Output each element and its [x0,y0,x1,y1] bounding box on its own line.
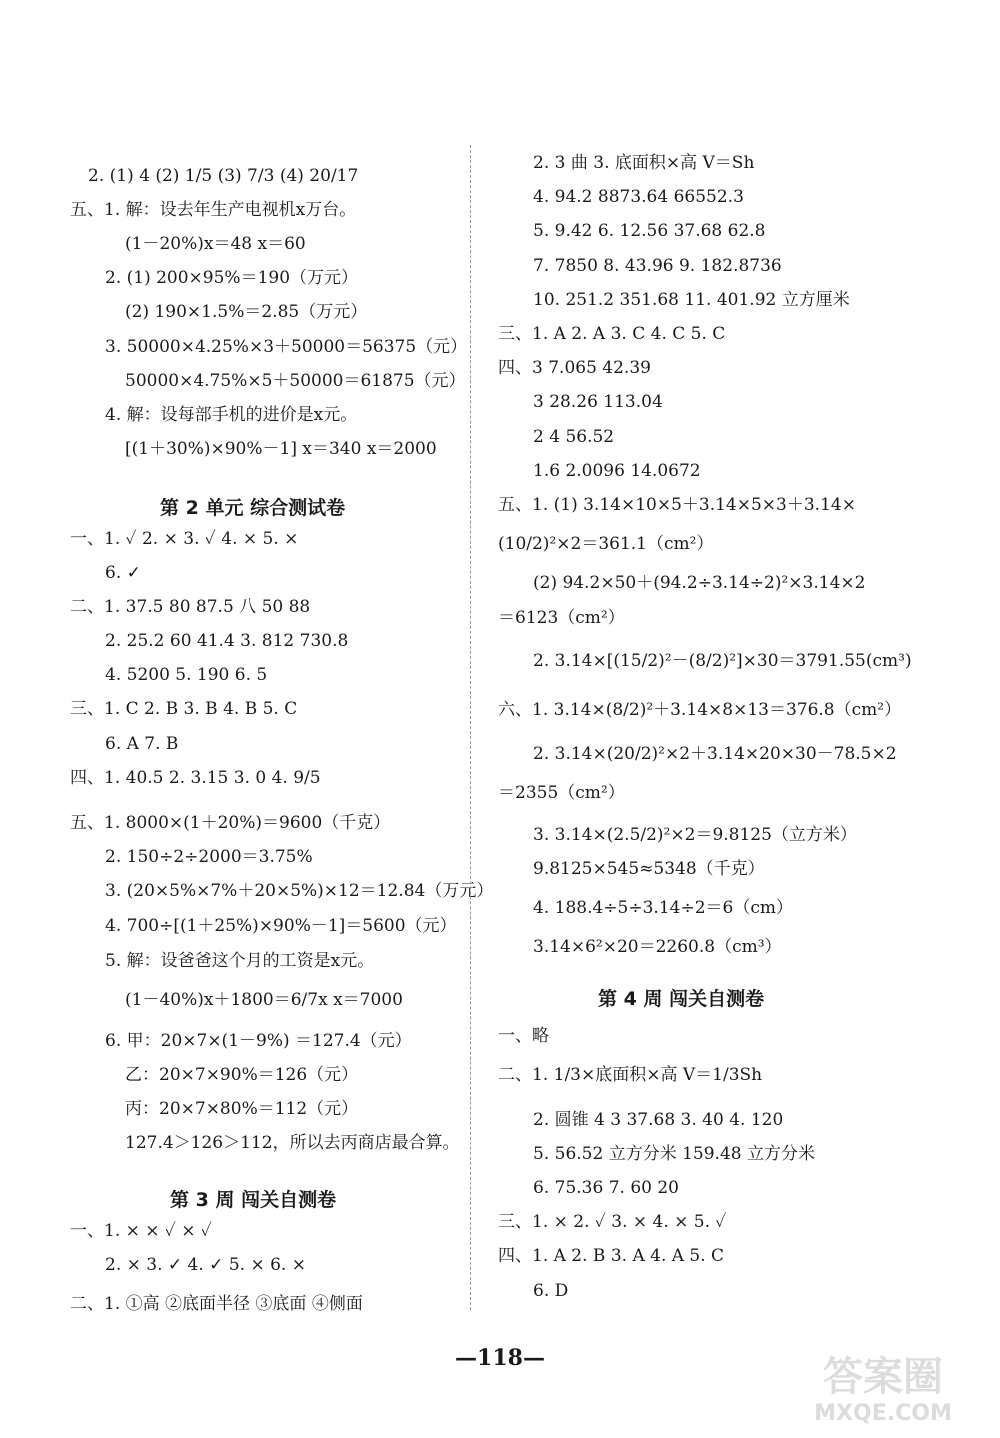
left-answer-line: 二、1. ①高 ②底面半径 ③底面 ④侧面 [70,1294,363,1314]
right-answer-line: 1.6 2.0096 14.0672 [533,461,701,481]
column-divider [470,145,471,1310]
section-heading: 第 3 周 闯关自测卷 [170,1189,337,1211]
right-answer-line: 三、1. A 2. A 3. C 4. C 5. C [498,324,726,344]
left-answer-line: (2) 190×1.5%＝2.85（万元） [125,302,368,322]
right-answer-line: ＝6123（cm²） [498,608,625,628]
watermark-logo [788,1344,978,1426]
right-answer-line: 7. 7850 8. 43.96 9. 182.8736 [533,256,782,276]
right-answer-line: 2. 3 曲 3. 底面积×高 V＝Sh [533,153,755,173]
left-answer-line: 2. 25.2 60 41.4 3. 812 730.8 [105,631,349,651]
right-answer-line: 10. 251.2 351.68 11. 401.92 立方厘米 [533,290,850,310]
left-answer-line: 127.4＞126＞112，所以去丙商店最合算。 [125,1133,460,1153]
right-answer-line: 5. 9.42 6. 12.56 37.68 62.8 [533,221,766,241]
left-answer-line: 4. 解：设每部手机的进价是x元。 [105,405,358,425]
right-answer-line: 三、1. × 2. ✓ 3. × 4. × 5. ✓ [498,1212,727,1232]
svg-text:MXQE.COM: MXQE.COM [814,1401,952,1426]
right-answer-line: 二、1. 1/3×底面积×高 V＝1/3Sh [498,1065,763,1085]
left-answer-line: 6. 甲：20×7×(1－9%) ＝127.4（元） [105,1031,412,1051]
left-answer-line: 6. A 7. B [105,734,179,754]
right-answer-line: 3 28.26 113.04 [533,392,663,412]
right-answer-line: 2. 圆锥 4 3 37.68 3. 40 4. 120 [533,1110,784,1130]
left-answer-line: 2. × 3. ✓ 4. ✓ 5. × 6. × [105,1255,306,1275]
left-answer-line: 三、1. C 2. B 3. B 4. B 5. C [70,699,298,719]
right-answer-line: 4. 94.2 8873.64 66552.3 [533,187,744,207]
right-answer-line: ＝2355（cm²） [498,783,625,803]
svg-text:答案圈: 答案圈 [823,1354,943,1400]
left-answer-line: (1－40%)x＋1800＝6/7x x＝7000 [125,990,403,1010]
left-answer-line: 五、1. 8000×(1＋20%)＝9600（千克） [70,813,391,833]
left-answer-line: 50000×4.75%×5＋50000＝61875（元） [125,371,466,391]
left-answer-line: 2. (1) 4 (2) 1/5 (3) 7/3 (4) 20/17 [88,166,359,186]
right-answer-line: 四、3 7.065 42.39 [498,358,651,378]
section-heading: 第 2 单元 综合测试卷 [160,497,346,519]
left-answer-line: 四、1. 40.5 2. 3.15 3. 0 4. 9/5 [70,768,321,788]
page-number: —118— [455,1345,545,1371]
right-answer-line: 5. 56.52 立方分米 159.48 立方分米 [533,1144,815,1164]
left-answer-line: 五、1. 解：设去年生产电视机x万台。 [70,200,357,220]
right-answer-line: 五、1. (1) 3.14×10×5＋3.14×5×3＋3.14× [498,495,856,515]
right-answer-line: 4. 188.4÷5÷3.14÷2＝6（cm） [533,898,793,918]
right-answer-line: 一、略 [498,1026,549,1046]
left-answer-line: 4. 700÷[(1＋25%)×90%－1]＝5600（元） [105,916,457,936]
left-answer-line: 3. (20×5%×7%＋20×5%)×12＝12.84（万元） [105,881,494,901]
left-answer-line: 3. 50000×4.25%×3＋50000＝56375（元） [105,337,468,357]
left-answer-line: 一、1. ✓ 2. × 3. ✓ 4. × 5. × [70,529,299,549]
right-answer-line: 3.14×6²×20＝2260.8（cm³） [533,937,782,957]
right-answer-line: 四、1. A 2. B 3. A 4. A 5. C [498,1246,725,1266]
left-answer-line: 乙：20×7×90%＝126（元） [125,1065,359,1085]
left-answer-line: 一、1. × × ✓ × ✓ [70,1221,212,1241]
right-answer-line: (2) 94.2×50＋(94.2÷3.14÷2)²×3.14×2 [533,573,866,593]
left-answer-line: 5. 解：设爸爸这个月的工资是x元。 [105,951,375,971]
right-answer-line: 2. 3.14×[(15/2)²－(8/2)²]×30＝3791.55(cm³) [533,651,912,671]
left-answer-line: 二、1. 37.5 80 87.5 八 50 88 [70,597,311,617]
left-answer-line: 6. ✓ [105,563,141,583]
left-answer-line: 2. (1) 200×95%＝190（万元） [105,268,359,288]
right-answer-line: (10/2)²×2＝361.1（cm²） [498,534,714,554]
section-heading: 第 4 周 闯关自测卷 [598,988,765,1010]
right-answer-line: 9.8125×545≈5348（千克） [533,859,765,879]
left-answer-line: (1－20%)x＝48 x＝60 [125,234,306,254]
right-answer-line: 6. 75.36 7. 60 20 [533,1178,679,1198]
right-answer-line: 2. 3.14×(20/2)²×2＋3.14×20×30－78.5×2 [533,744,897,764]
left-answer-line: [(1＋30%)×90%－1] x＝340 x＝2000 [125,439,437,459]
left-answer-line: 2. 150÷2÷2000＝3.75% [105,847,313,867]
left-answer-line: 4. 5200 5. 190 6. 5 [105,665,268,685]
right-answer-line: 6. D [533,1281,569,1301]
left-answer-line: 丙：20×7×80%＝112（元） [125,1099,359,1119]
right-answer-line: 六、1. 3.14×(8/2)²＋3.14×8×13＝376.8（cm²） [498,700,902,720]
right-answer-line: 3. 3.14×(2.5/2)²×2＝9.8125（立方米） [533,825,857,845]
right-answer-line: 2 4 56.52 [533,427,615,447]
